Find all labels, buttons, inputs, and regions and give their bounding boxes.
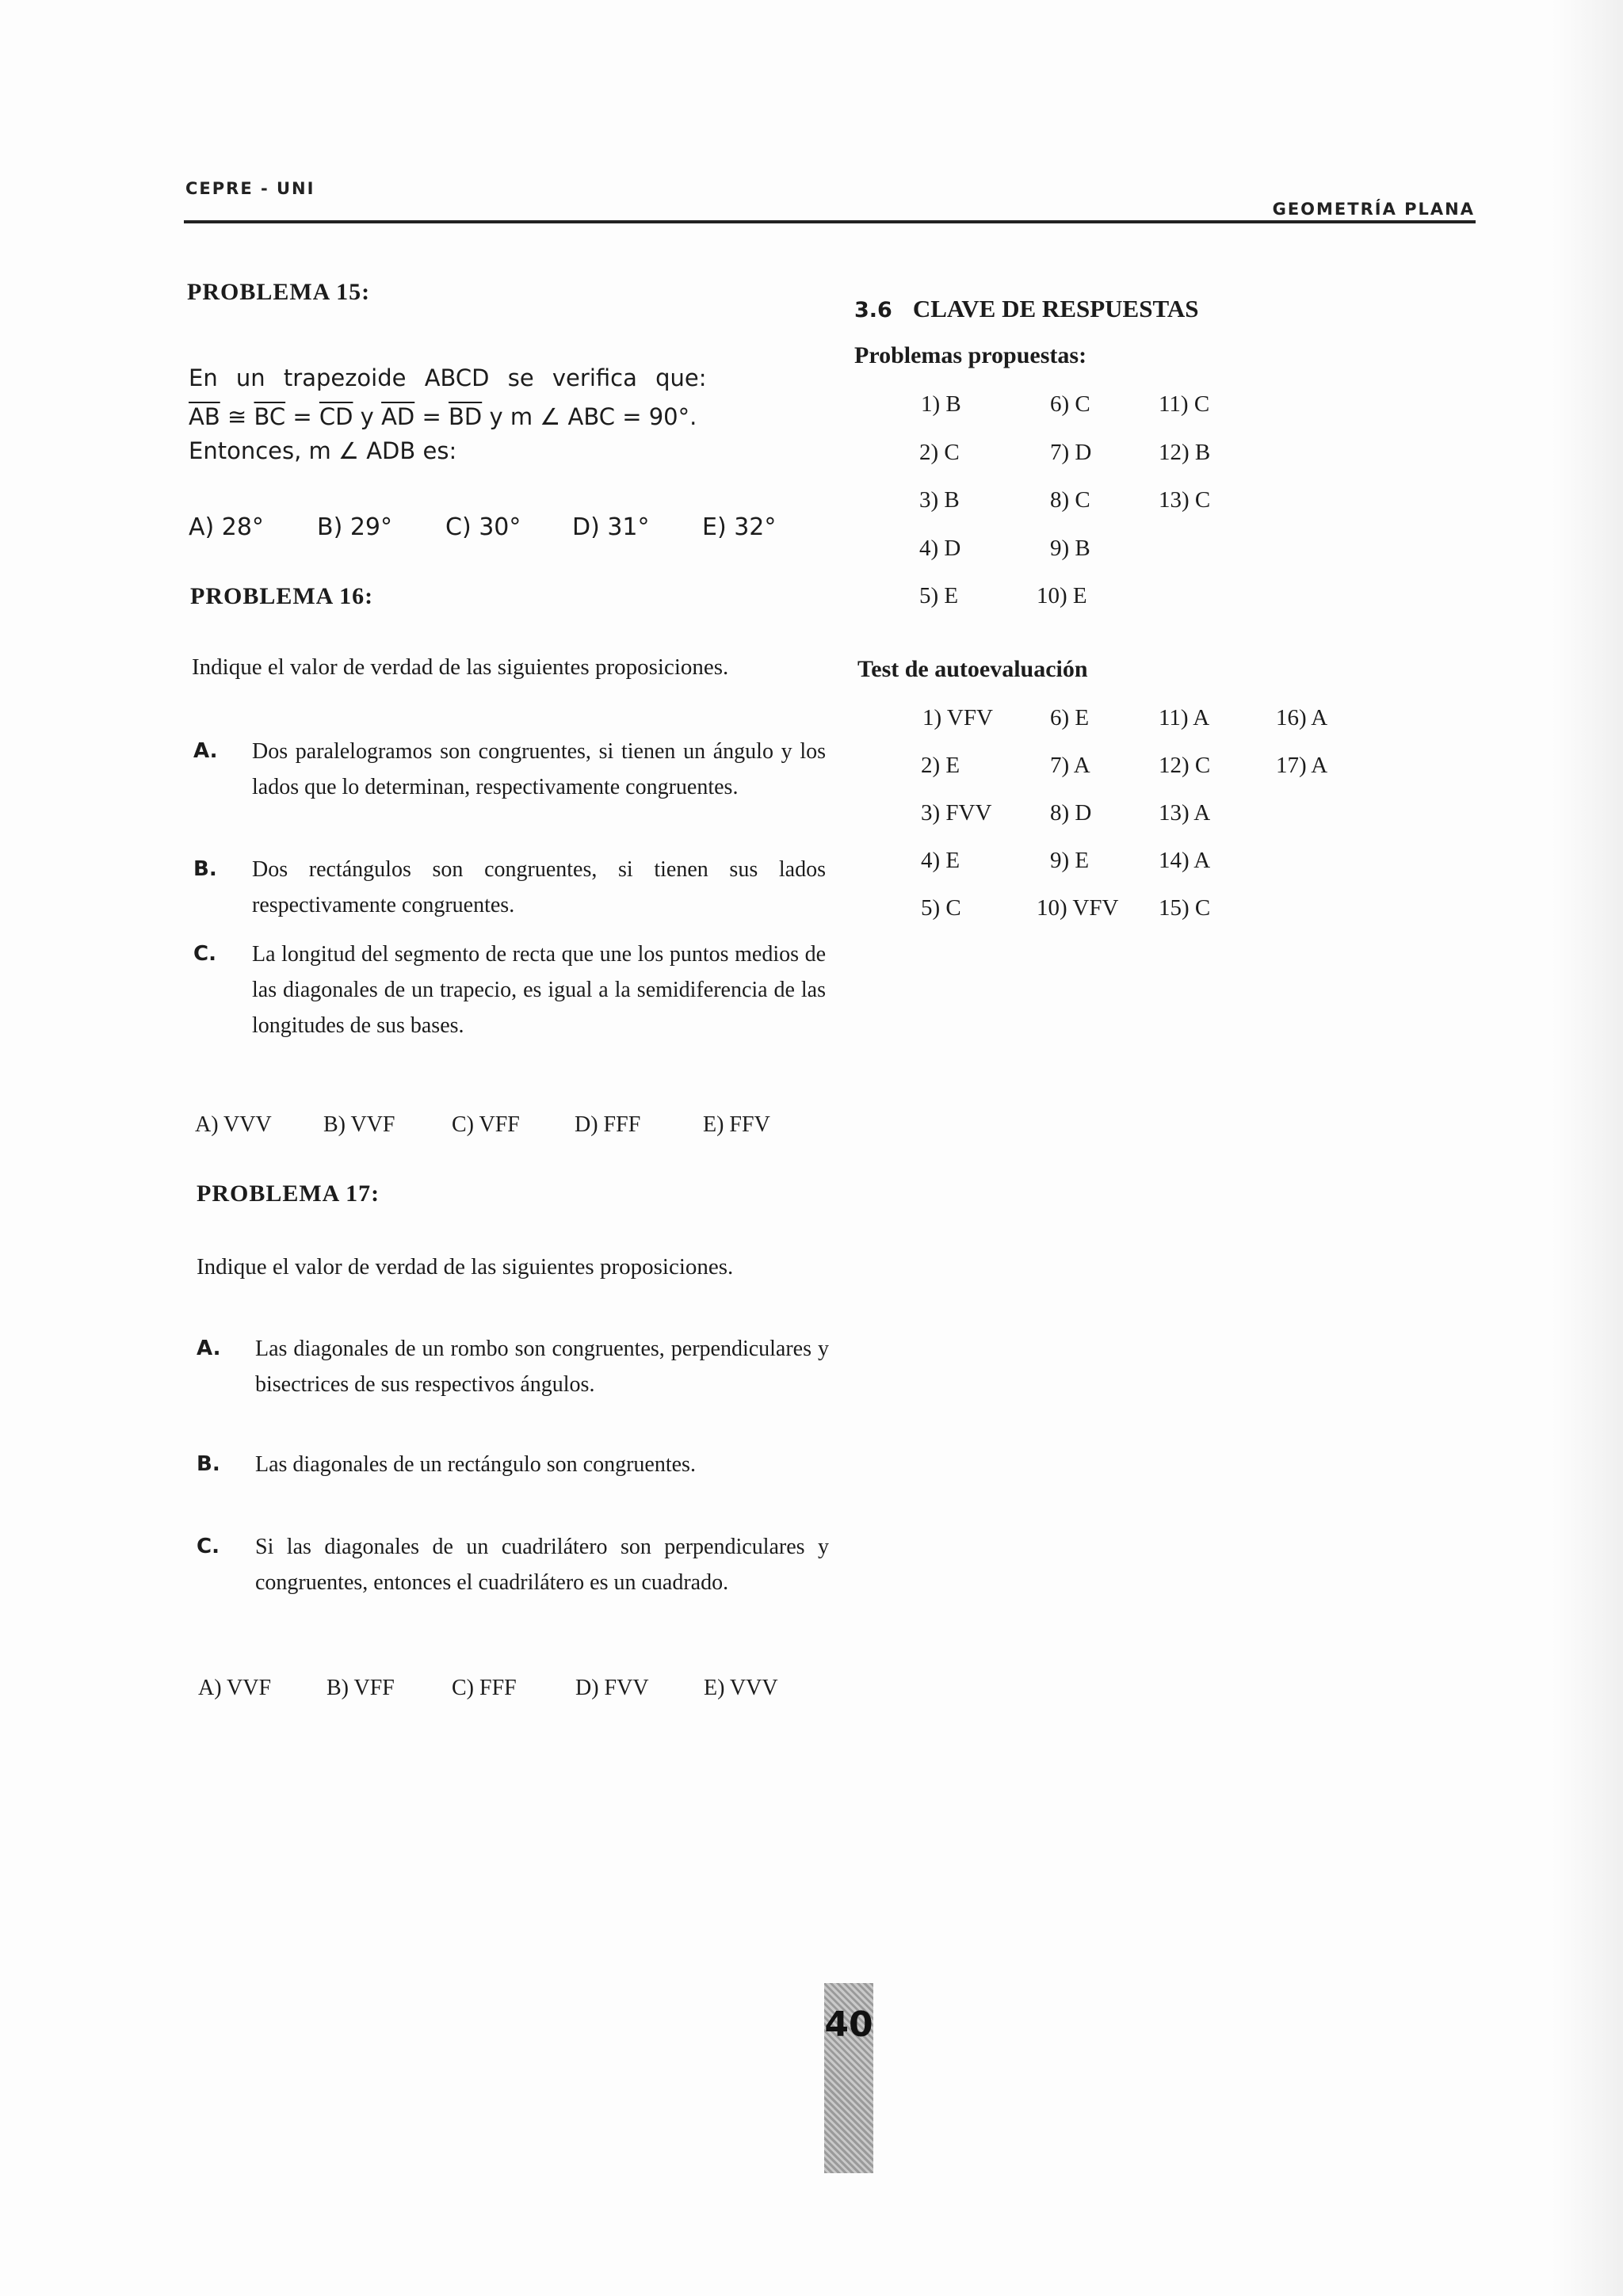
answer-cell: 10) E <box>1037 583 1087 608</box>
answer-key-title <box>854 295 1198 323</box>
segment-ab: $\overline{AB}$ <box>189 403 220 430</box>
answer-cell: 1) B <box>921 391 961 417</box>
item-text: Si las diagonales de un cuadrilátero son perpendiculares y congruentes, entonces el cuadrilátero es un cuadrado. <box>255 1535 829 1595</box>
answer-cell: 10) VFV <box>1037 895 1119 921</box>
angle-condition: y m ∠ ABC = 90°. <box>482 403 697 430</box>
answer-cell: 4) D <box>919 536 961 561</box>
option: A) VVV <box>195 1112 272 1137</box>
answer-cell: 15) C <box>1159 895 1211 921</box>
answer-cell: 13) A <box>1159 800 1211 826</box>
answer-cell: 11) A <box>1159 705 1210 730</box>
option: A) 28° <box>189 513 264 541</box>
y-word: y <box>353 403 382 430</box>
option: A) VVF <box>198 1676 272 1700</box>
problem-15-title: PROBLEMA 15: <box>187 279 371 305</box>
answer-cell: 16) A <box>1276 705 1328 730</box>
option: D) FVV <box>575 1676 649 1700</box>
answer-cell: 17) A <box>1276 753 1328 778</box>
answer-cell: 8) D <box>1050 800 1092 826</box>
answer-cell: 3) FVV <box>921 800 992 826</box>
item-text: Las diagonales de un rombo son congruentes, perpendiculares y bisectrices de sus respectivos ángulos. <box>255 1337 829 1397</box>
option: B) VVF <box>323 1112 395 1137</box>
answer-cell: 1) VFV <box>922 705 993 730</box>
problem-16-intro: Indique el valor de verdad de las siguientes proposiciones. <box>192 654 729 680</box>
option: D) FFF <box>575 1112 641 1137</box>
problem-17-intro: Indique el valor de verdad de las siguientes proposiciones. <box>197 1254 734 1280</box>
option: C) VFF <box>452 1112 520 1137</box>
equals-sign-2: = <box>414 403 449 430</box>
answer-cell: 7) D <box>1050 440 1092 465</box>
option: C) FFF <box>452 1676 517 1700</box>
answer-cell: 4) E <box>921 848 960 873</box>
answer-cell: 9) B <box>1050 536 1090 561</box>
option: B) VFF <box>327 1676 395 1700</box>
problem-16-item-b <box>193 852 827 923</box>
segment-bc: $\overline{BC}$ <box>254 403 286 430</box>
proposed-problems-title: Problemas propuestas: <box>854 342 1087 368</box>
answer-cell: 12) B <box>1159 440 1211 465</box>
answer-cell: 5) E <box>919 583 959 608</box>
answer-cell: 12) C <box>1159 753 1211 778</box>
answer-cell: 2) C <box>919 440 960 465</box>
problem-16-item-c <box>193 936 827 1079</box>
problem-15-options <box>189 513 776 541</box>
header-rule <box>184 220 1476 223</box>
congruent-sign: ≅ <box>220 403 254 430</box>
segment-ad: $\overline{AD}$ <box>381 403 415 430</box>
answer-cell: 3) B <box>919 487 960 513</box>
item-letter: B. <box>193 857 217 881</box>
option: E) FFV <box>703 1112 770 1137</box>
problem-15-line3: Entonces, m ∠ ADB es: <box>189 437 457 464</box>
answer-cell: 6) E <box>1050 705 1090 730</box>
answer-cell: 7) A <box>1050 753 1090 778</box>
section-title: CLAVE DE RESPUESTAS <box>912 295 1199 322</box>
problem-17-title: PROBLEMA 17: <box>197 1180 380 1207</box>
option: E) VVV <box>704 1676 778 1700</box>
answer-cell: 2) E <box>921 753 960 778</box>
option: D) 31° <box>572 513 650 541</box>
answer-cell: 9) E <box>1050 848 1090 873</box>
answer-cell: 8) C <box>1050 487 1090 513</box>
header-right: GEOMETRÍA PLANA <box>1272 200 1475 219</box>
equals-sign-1: = <box>285 403 319 430</box>
problem-16-options <box>195 1112 770 1138</box>
problem-15-line1: En un trapezoide ABCD se verifica que: <box>189 364 707 391</box>
answer-cell: 13) C <box>1159 487 1211 513</box>
option: C) 30° <box>445 513 521 541</box>
option: E) 32° <box>702 513 777 541</box>
problem-17-options <box>198 1676 778 1701</box>
item-text: Las diagonales de un rectángulo son congruentes. <box>255 1452 696 1477</box>
self-test-title: Test de autoevaluación <box>857 656 1088 682</box>
scan-edge-shadow <box>1552 0 1623 2296</box>
answer-cell: 6) C <box>1050 391 1090 417</box>
answer-cell: 11) C <box>1159 391 1210 417</box>
problem-17-item-a <box>197 1331 831 1438</box>
header-left: CEPRE - UNI <box>185 179 315 198</box>
page-number: 40 <box>824 2004 873 2045</box>
item-letter: A. <box>197 1337 221 1360</box>
problem-16-title: PROBLEMA 16: <box>190 583 374 609</box>
item-letter: B. <box>197 1452 220 1476</box>
item-letter: C. <box>193 942 216 966</box>
section-number: 3.6 <box>854 298 892 322</box>
problem-15-line2 <box>189 399 823 435</box>
problem-17-item-b <box>197 1447 831 1518</box>
answer-cell: 14) A <box>1159 848 1211 873</box>
segment-bd: $\overline{BD}$ <box>449 403 483 430</box>
item-text: Dos paralelogramos son congruentes, si tienen un ángulo y los lados que lo determinan, respectivamente congruentes. <box>252 739 826 799</box>
item-letter: C. <box>197 1535 220 1558</box>
item-text: Dos rectángulos son congruentes, si tienen sus lados respectivamente congruentes. <box>252 857 826 917</box>
problem-17-item-c <box>197 1529 831 1636</box>
item-letter: A. <box>193 739 218 763</box>
segment-cd: $\overline{CD}$ <box>319 403 353 430</box>
item-text: La longitud del segmento de recta que une los puntos medios de las diagonales de un trapecio, es igual a la semidiferencia de las longitudes de sus bases. <box>252 942 826 1038</box>
option: B) 29° <box>317 513 392 541</box>
problem-16-item-a <box>193 734 827 841</box>
answer-cell: 5) C <box>921 895 961 921</box>
